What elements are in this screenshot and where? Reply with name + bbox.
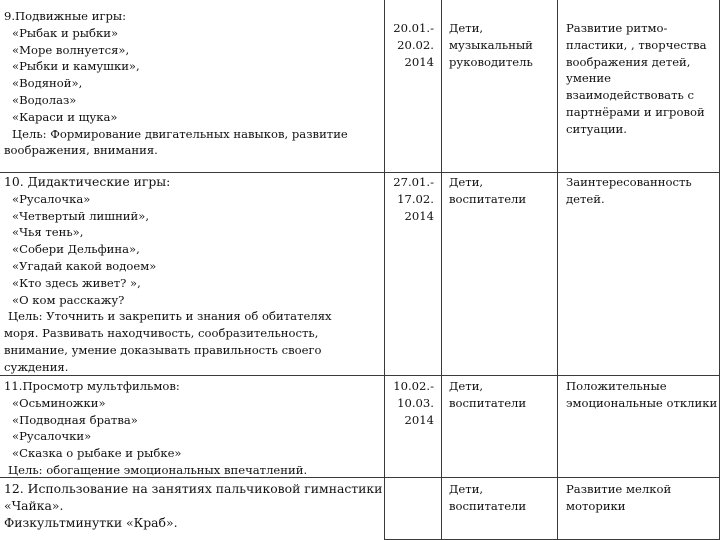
table-row-1-dates (388, 20, 434, 70)
game-item: «О ком расскажу? (12, 292, 125, 307)
date-start: 20.01.- (393, 21, 434, 35)
column-divider (441, 0, 442, 540)
table-row-2-participants (449, 174, 555, 208)
participant-line: воспитатели (449, 498, 527, 513)
participant-line: Дети, (449, 482, 484, 496)
date-end: 20.02. (397, 37, 434, 52)
result-line: Развитие мелкой (566, 482, 672, 496)
goal-text: внимание, умение доказывать правильность своего (4, 342, 322, 357)
result-line: умение (566, 71, 612, 86)
table-row-2-result (566, 174, 712, 208)
date-year: 2014 (404, 412, 434, 427)
goal-text: воображения, внимания. (4, 143, 158, 158)
column-divider (384, 0, 385, 540)
date-start: 27.01.- (393, 175, 434, 189)
game-item: «Рыбак и рыбки» (12, 25, 119, 40)
result-line: Положительные (566, 379, 667, 393)
participant-line: руководитель (449, 54, 533, 69)
date-year: 2014 (404, 54, 434, 69)
game-item: «Рыбки и камушки», (12, 59, 140, 74)
result-line: ситуации. (566, 121, 627, 136)
table-row-3-result (566, 378, 716, 412)
game-item: «Русалочка» (12, 191, 91, 206)
goal-text: Цель: Формирование двигательных навыков, развитие (12, 126, 348, 141)
game-item: «Четвертый лишний», (12, 208, 150, 223)
cartoon-item: «Подводная братва» (12, 412, 138, 427)
result-line: Развитие ритмо- (566, 21, 668, 35)
activity-heading: 11.Просмотр мультфильмов: (4, 379, 180, 393)
date-end: 17.02. (397, 191, 434, 206)
game-item: «Водяной», (12, 76, 83, 91)
table-row-2-activity (4, 174, 382, 376)
participant-line: воспитатели (449, 191, 527, 206)
goal-text: Цель: обогащение эмоциональных впечатлений. (8, 462, 308, 477)
table-row-4-participants (449, 481, 555, 515)
result-line: партнёрами и игровой (566, 104, 705, 119)
game-item: «Чья тень», (12, 225, 84, 240)
table-row-3-dates (388, 378, 434, 428)
result-line: воображения детей, (566, 54, 691, 69)
goal-text: суждения. (4, 359, 69, 374)
date-start: 10.02.- (393, 379, 434, 393)
game-item: «Кто здесь живет? », (12, 275, 141, 290)
date-end: 10.03. (397, 395, 434, 410)
participant-line: Дети, (449, 175, 484, 189)
result-line: Заинтересованность (566, 175, 692, 189)
game-item: «Море волнуется», (12, 42, 130, 57)
activity-text: Физкультминутки «Краб». (4, 514, 178, 530)
result-line: пластики, , творчества (566, 37, 707, 52)
result-line: детей. (566, 191, 605, 206)
participant-line: воспитатели (449, 395, 527, 410)
activity-heading: 10. Дидактические игры: (4, 174, 171, 189)
activity-heading: 12. Использование на занятиях пальчиковой гимнастики (4, 481, 383, 496)
participant-line: Дети, (449, 379, 484, 393)
cartoon-item: «Русалочки» (12, 429, 92, 444)
participant-line: музыкальный (449, 37, 533, 52)
table-row-1-result (566, 20, 712, 138)
table-row-1-activity (4, 8, 382, 159)
game-item: «Караси и щука» (12, 109, 118, 124)
participant-line: Дети, (449, 21, 484, 35)
goal-text: Цель: Уточнить и закрепить и знания об обитателях (8, 309, 332, 324)
cartoon-item: «Осьминожки» (12, 395, 106, 410)
result-line: эмоциональные отклики (566, 395, 718, 410)
table-row-4-result (566, 481, 712, 515)
table-row-4-activity (4, 481, 382, 531)
row-divider (0, 172, 720, 173)
result-line: моторики (566, 498, 626, 513)
game-item: «Собери Дельфина», (12, 242, 140, 257)
goal-text: моря. Развивать находчивость, сообразительность, (4, 326, 319, 341)
table-row-3-activity (4, 378, 382, 479)
activity-heading: 9.Подвижные игры: (4, 9, 127, 23)
result-line: взаимодействовать с (566, 88, 694, 103)
table-row-2-dates (388, 174, 434, 224)
table-row-3-participants (449, 378, 555, 412)
activity-text: «Чайка». (4, 497, 64, 513)
game-item: «Водолаз» (12, 92, 77, 107)
date-year: 2014 (404, 208, 434, 223)
cartoon-item: «Сказка о рыбаке и рыбке» (12, 446, 182, 461)
game-item: «Угадай какой водоем» (12, 258, 157, 273)
table-row-1-participants (449, 20, 555, 70)
column-divider (557, 0, 558, 540)
